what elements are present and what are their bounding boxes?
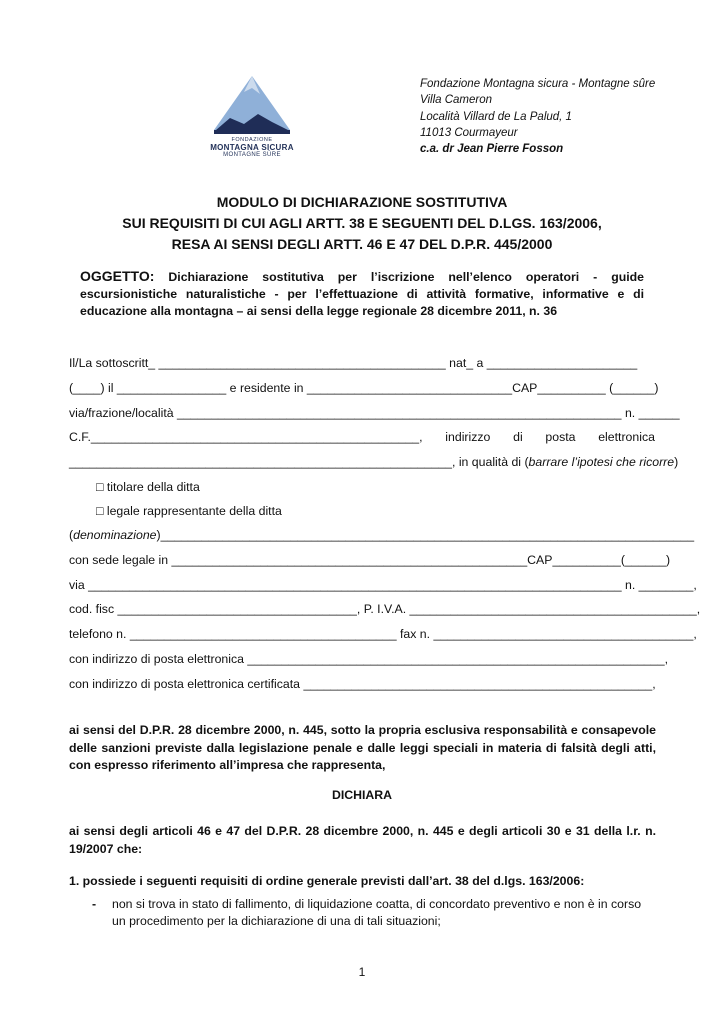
fiscal-code-field[interactable]: C.F.________________________________________________, [69,430,423,444]
word: elettronica [598,430,655,444]
legal-basis-paragraph: ai sensi degli articoli 46 e 47 del D.P.R. 28 dicembre 2000, n. 445 e degli articoli 30 e 31 della l.r. n. 19/2007 che: [69,824,656,856]
instruction-text: barrare l’ipotesi che ricorre [528,455,675,469]
form-line-fiscal-code[interactable] [69,430,655,444]
requirement-subitem-text: non si trova in stato di fallimento, di liquidazione coatta, di concordato preventivo e non è in corso un procedimento per la dichiarazione di una di tali situazioni; [112,897,642,928]
requirement-subitem [92,896,656,930]
address-line: Villa Cameron [420,94,493,107]
form-line-phone-fax[interactable]: telefono n. _______________________________________ fax n. ______________________________________, [69,627,697,641]
checkbox-owner[interactable]: □ titolare della ditta [96,480,200,494]
requirement-item-1: 1. possiede i seguenti requisiti di ordine generale previsti dall’art. 38 del d.lgs. 163/2006: [69,874,585,888]
mountain-logo-icon [200,72,304,136]
document-title [0,192,724,255]
title-line: MODULO DI DICHIARAZIONE SOSTITUTIVA [216,194,508,210]
form-line-email[interactable] [69,455,679,469]
dichiara-heading: DICHIARA [331,788,393,802]
title-line: RESA AI SENSI DEGLI ARTT. 46 E 47 DEL D.P.R. 445/2000 [171,236,553,252]
address-attention: c.a. dr Jean Pierre Fosson [420,143,564,156]
paren: ( [69,528,74,542]
address-line: 11013 Courmayeur [420,126,518,139]
checkbox-legal-representative[interactable]: □ legale rappresentante della ditta [96,504,282,518]
title-line: SUI REQUISITI DI CUI AGLI ARTT. 38 E SEGUENTI DEL D.LGS. 163/2006, [122,215,602,231]
subject-paragraph [80,268,644,320]
company-name-label: denominazione [73,528,157,542]
form-line-registered-office[interactable]: con sede legale in ____________________________________________________CAP__________(______) [69,553,671,567]
subject-label: OGGETTO: [80,268,155,284]
form-line-name[interactable]: Il/La sottoscritt_ __________________________________________ nat_ a ______________________ [69,356,638,370]
form-line-address[interactable]: via/frazione/località _________________________________________________________________ n. ______ [69,406,680,420]
form-line-company-street[interactable]: via ______________________________________________________________________________ n. ________, [69,578,697,592]
page-number: 1 [358,965,366,979]
form-line-company-email[interactable]: con indirizzo di posta elettronica _____________________________________________________________, [69,652,668,666]
form-line-company-name[interactable] [69,528,695,542]
word: posta [545,430,576,444]
logo-text-line1: FONDAZIONE [231,137,273,143]
subject-text: Dichiarazione sostitutiva per l’iscrizione nell’elenco operatori - guide escursionistiche naturalistiche - per l’effettuazione di attività formative, informative e di educazione alla montagna – ai sensi della legge regionale 28 dicembre 2011, n. 36 [80,270,644,318]
form-line-birth-residence[interactable]: (____) il ________________ e residente in ______________________________CAP__________ (______) [69,381,659,395]
address-line: Fondazione Montagna sicura - Montagne sûre [420,78,656,90]
paren: ) [674,455,679,469]
form-line-tax-vat[interactable]: cod. fisc ___________________________________, P. I.V.A. __________________________________________, [69,602,701,616]
logo-text-line3: MONTAGNE SÛRE [223,152,281,158]
recipient-address [420,76,655,157]
word: di [513,430,523,444]
form-line-company-pec[interactable]: con indirizzo di posta elettronica certificata ___________________________________________________, [69,677,656,691]
address-line: Località Villard de La Palud, 1 [420,110,572,123]
company-name-field[interactable]: )______________________________________________________________________________ [156,528,695,542]
email-field[interactable]: ________________________________________________________, in qualità di ( [69,455,529,469]
logo-text-line2: MONTAGNA SICURA [210,143,294,152]
declaration-paragraph: ai sensi del D.P.R. 28 dicembre 2000, n. 445, sotto la propria esclusiva responsabilità e consapevole delle sanzioni previste dalla legislazione penale e dalle leggi speciali in materia di falsità degli atti, con espresso riferimento all’impresa che rappresenta, [69,723,656,772]
dash-bullet: - [92,897,97,911]
foundation-logo [200,72,304,164]
word: indirizzo [445,430,491,444]
